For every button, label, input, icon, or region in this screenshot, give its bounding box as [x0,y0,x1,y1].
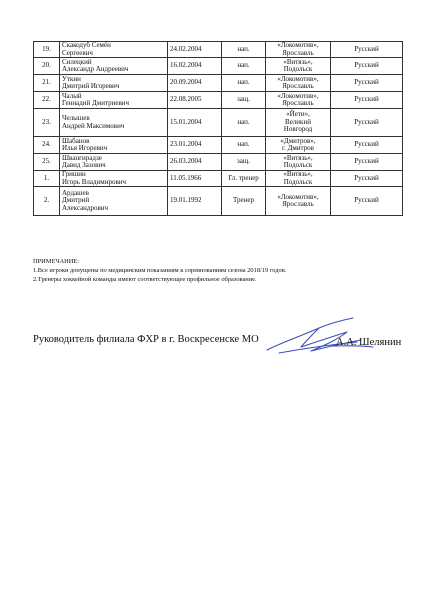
full-name-line: Дмитрий Игоревич [62,82,120,90]
club-line: «Дмитров», [280,136,316,145]
cell-full-name [60,75,168,92]
club-line: Подольск [283,177,313,186]
cell-full-name [60,92,168,109]
club-line: Ярославль [282,82,314,90]
full-name-line: Силецкий [62,57,92,66]
cell-row-number: 2. [34,187,60,216]
note-item-1: 1.Все игроки допущены по медицинским показаниям к соревнованиям сезона 2018/19 годов. [33,267,287,274]
club-line: Ярославль [282,48,314,57]
cell-citizenship: Русский [331,171,403,187]
cell-row-number: 23. [34,109,60,137]
cell-club [266,171,331,187]
cell-position: нап. [222,109,266,137]
club-line: «Витязь», [283,153,313,162]
table-row [34,137,403,154]
full-name-line: Ардашев [62,188,89,197]
cell-position: нап. [222,58,266,75]
cell-citizenship: Русский [331,42,403,58]
cell-position: защ. [222,154,266,171]
cell-club [266,187,331,216]
full-name-line: Александрович [62,203,109,212]
club-line: «Витязь», [283,170,313,178]
cell-birth-date: 20.09.2004 [168,75,222,92]
cell-citizenship: Русский [331,187,403,216]
cell-club [266,137,331,154]
club-line: «Локомотив», [277,41,319,49]
full-name-line: Чалый [62,91,82,100]
cell-birth-date: 19.01.1992 [168,187,222,216]
cell-birth-date: 22.08.2005 [168,92,222,109]
full-name-line: Скакодуб Семён [62,41,111,49]
cell-citizenship: Русский [331,92,403,109]
cell-row-number: 25. [34,154,60,171]
table-row [34,42,403,58]
table-row [34,109,403,137]
notes-title: ПРИМЕЧАНИЕ: [33,258,80,265]
cell-club [266,58,331,75]
club-line: Великий [285,117,311,126]
cell-position: Гл. тренер [222,171,266,187]
cell-citizenship: Русский [331,109,403,137]
table-row [34,75,403,92]
club-line: Подольск [283,65,313,73]
cell-club [266,75,331,92]
cell-row-number: 20. [34,58,60,75]
full-name-line: Дмитрий [62,196,90,205]
cell-position: защ. [222,92,266,109]
club-line: «Витязь», [283,57,313,66]
cell-row-number: 21. [34,75,60,92]
cell-birth-date: 11.05.1966 [168,171,222,187]
table-row [34,154,403,171]
full-name-line: Шабанов [62,136,90,145]
cell-full-name [60,137,168,154]
club-line: г. Дмитров [282,144,314,152]
club-line: Ярославль [282,99,314,107]
club-line: «Локомотив», [277,74,319,83]
full-name-line: Геннадий Дмитриевич [62,99,130,107]
club-line: «Йети», [286,110,310,119]
cell-full-name [60,171,168,187]
cell-position: нап. [222,42,266,58]
cell-full-name [60,154,168,171]
full-name-line: Александр Андреевич [62,65,129,73]
cell-citizenship: Русский [331,58,403,75]
cell-club [266,92,331,109]
club-line: Новгород [283,125,313,134]
cell-full-name [60,109,168,137]
full-name-line: Уткин [62,74,81,83]
table-row [34,58,403,75]
cell-birth-date: 26.03.2004 [168,154,222,171]
signatory-name: А.А. Шелянин [336,337,402,348]
cell-birth-date: 24.02.2004 [168,42,222,58]
cell-birth-date: 23.01.2004 [168,137,222,154]
notes-section [33,257,403,284]
full-name-line: Давид Зазович [62,161,106,169]
roster-table-body [34,42,403,216]
cell-citizenship: Русский [331,154,403,171]
cell-position: Тренер [222,187,266,216]
cell-row-number: 1. [34,171,60,187]
cell-position: нап. [222,137,266,154]
cell-row-number: 24. [34,137,60,154]
cell-club [266,109,331,137]
cell-club [266,154,331,171]
cell-row-number: 19. [34,42,60,58]
cell-citizenship: Русский [331,137,403,154]
note-item-2: 2.Тренеры хоккейной команды имеют соответствующее профильное образование. [33,276,257,283]
roster-table [33,41,403,216]
club-line: «Локомотив», [277,192,319,201]
full-name-line: Илья Игоревич [62,144,108,152]
club-line: Подольск [283,161,313,169]
full-name-line: Швангирадзе [62,153,102,162]
table-row [34,92,403,109]
cell-citizenship: Русский [331,75,403,92]
cell-full-name [60,58,168,75]
table-row [34,187,403,216]
cell-row-number: 22. [34,92,60,109]
club-line: «Локомотив», [277,91,319,100]
full-name-line: Игорь Владимирович [62,177,127,186]
full-name-line: Сергеевич [62,48,93,57]
cell-full-name [60,187,168,216]
full-name-line: Гришин [62,170,86,178]
cell-birth-date: 15.01.2004 [168,109,222,137]
cell-club [266,42,331,58]
cell-full-name [60,42,168,58]
full-name-line: Челышев [62,114,90,122]
cell-birth-date: 16.02.2004 [168,58,222,75]
table-row [34,171,403,187]
signatory-role: Руководитель филиала ФХР в г. Воскресенске МО [33,334,259,345]
club-line: Ярославль [282,200,314,208]
full-name-line: Андрей Максимович [62,121,125,130]
cell-position: нап. [222,75,266,92]
signature-block [33,334,413,364]
